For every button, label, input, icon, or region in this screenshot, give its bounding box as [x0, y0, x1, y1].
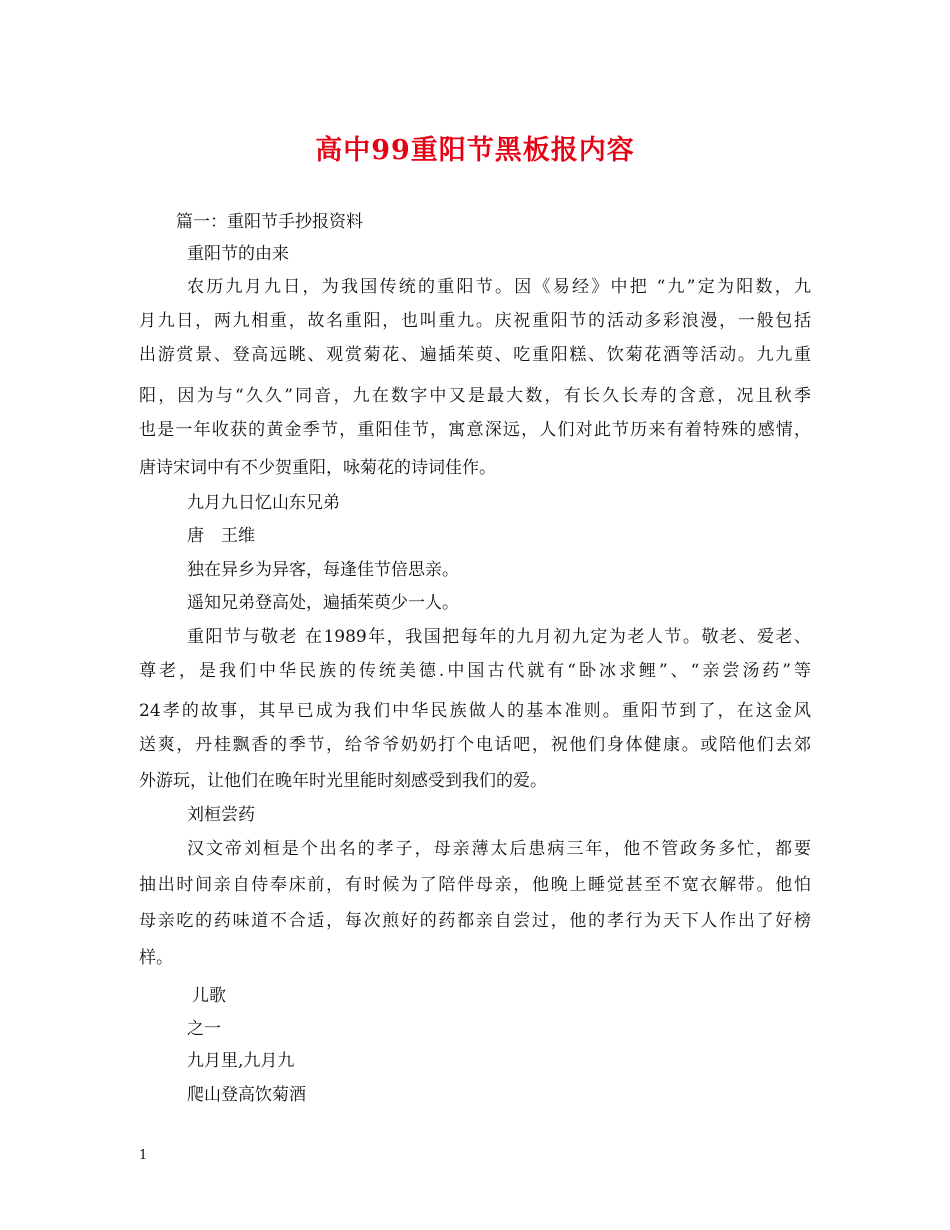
song-part: 之一: [187, 1019, 221, 1039]
paragraph-line: 唐诗宋词中有不少贺重阳，咏菊花的诗词佳作。: [139, 458, 496, 478]
page-number: 1: [139, 1148, 148, 1163]
document-title: 高中99重阳节黑板报内容: [315, 135, 635, 166]
paragraph-line: 也是一年收获的黄金季节，重阳佳节，寓意深远，人们对此节历来有着特殊的感情，: [139, 420, 811, 440]
poem-line: 遥知兄弟登高处，遍插茱萸少一人。: [187, 593, 459, 613]
song-heading: 儿歌: [192, 986, 226, 1006]
paragraph-line: 外游玩，让他们在晚年时光里能时刻感受到我们的爱。: [139, 771, 547, 791]
poem-title: 九月九日忆山东兄弟: [187, 493, 340, 513]
poem-line: 独在异乡为异客，每逢佳节倍思亲。: [187, 560, 459, 580]
paragraph-line: 抽出时间亲自侍奉床前，有时候为了陪伴母亲，他晚上睡觉甚至不宽衣解带。他怕: [139, 875, 811, 895]
paragraph-line: 汉文帝刘桓是个出名的孝子，母亲薄太后患病三年，他不管政务多忙，都要: [187, 839, 811, 859]
paragraph-line: 样。: [139, 948, 173, 968]
paragraph-line: 出游赏景、登高远眺、观赏菊花、遍插茱萸、吃重阳糕、饮菊花酒等活动。九九重: [139, 345, 811, 365]
paragraph-line: 24孝的故事，其早已成为我们中华民族做人的基本准则。重阳节到了，在这金风: [139, 701, 811, 721]
paragraph-line: 重阳节与敬老 在1989年，我国把每年的九月初九定为老人节。敬老、爱老、: [187, 627, 811, 647]
subheading-liu: 刘桓尝药: [187, 805, 255, 825]
paragraph-line: 农历九月九日，为我国传统的重阳节。因《易经》中把 “九”定为阳数，九: [187, 277, 811, 297]
paragraph-line: 尊老，是我们中华民族的传统美德.中国古代就有“卧冰求鲤”、“亲尝汤药”等: [139, 661, 811, 681]
paragraph-line: 母亲吃的药味道不合适，每次煎好的药都亲自尝过，他的孝行为天下人作出了好榜: [139, 911, 811, 931]
paragraph-line: 月九日，两九相重，故名重阳，也叫重九。庆祝重阳节的活动多彩浪漫，一般包括: [139, 311, 811, 331]
paragraph-line: 送爽，丹桂飘香的季节，给爷爷奶奶打个电话吧，祝他们身体健康。或陪他们去郊: [139, 735, 811, 755]
section-heading: 篇一：重阳节手抄报资料: [176, 212, 363, 232]
paragraph-line: 阳，因为与“久久”同音，九在数字中又是最大数，有长久长寿的含意，况且秋季: [139, 386, 811, 406]
poem-author: 唐 王维: [187, 526, 255, 546]
song-line: 九月里,九月九: [187, 1051, 295, 1071]
song-line: 爬山登高饮菊酒: [187, 1085, 306, 1105]
subheading-origin: 重阳节的由来: [187, 244, 289, 264]
